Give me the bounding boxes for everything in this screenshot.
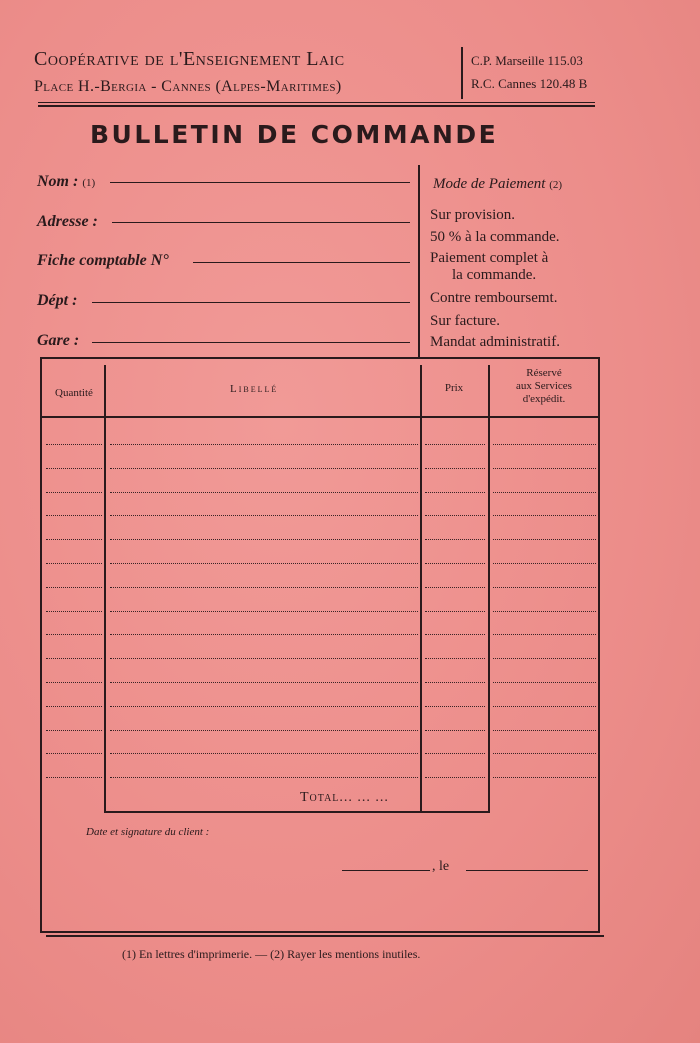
order-row-line[interactable] bbox=[425, 634, 485, 635]
organization-name: Coopérative de l'Enseignement Laic bbox=[34, 48, 345, 70]
order-row-line[interactable] bbox=[425, 753, 485, 754]
registration-rc: R.C. Cannes 120.48 B bbox=[471, 76, 588, 91]
order-row-line[interactable] bbox=[493, 634, 596, 635]
order-row-line[interactable] bbox=[425, 682, 485, 683]
order-row-line[interactable] bbox=[493, 515, 596, 516]
total-rule bbox=[104, 811, 490, 813]
order-row-line[interactable] bbox=[425, 611, 485, 612]
order-row-line[interactable] bbox=[46, 563, 102, 564]
field-label-dept: Dépt : bbox=[37, 292, 78, 309]
order-row-line[interactable] bbox=[425, 444, 485, 445]
order-row-line[interactable] bbox=[425, 468, 485, 469]
fiche-input-line[interactable] bbox=[193, 262, 410, 263]
order-row-line[interactable] bbox=[46, 492, 102, 493]
order-row-line[interactable] bbox=[46, 706, 102, 707]
order-row-line[interactable] bbox=[110, 611, 418, 612]
col-header-libelle: Libellé bbox=[230, 383, 279, 395]
nom-note: (1) bbox=[82, 177, 96, 189]
total-label: Total... ... ... bbox=[300, 790, 389, 805]
order-row-line[interactable] bbox=[110, 492, 418, 493]
order-row-line[interactable] bbox=[425, 492, 485, 493]
payment-option-full-cont: la commande. bbox=[452, 267, 537, 283]
order-row-line[interactable] bbox=[46, 777, 102, 778]
col-divider-prix bbox=[488, 365, 490, 812]
order-row-line[interactable] bbox=[493, 468, 596, 469]
payment-title-text: Mode de Paiement bbox=[433, 176, 546, 192]
order-row-line[interactable] bbox=[110, 730, 418, 731]
header-divider bbox=[461, 47, 463, 99]
order-row-line[interactable] bbox=[493, 539, 596, 540]
payment-option-cod[interactable]: Contre remboursemt. bbox=[430, 290, 558, 306]
col-header-quantite: Quantité bbox=[55, 387, 93, 399]
order-row-line[interactable] bbox=[46, 515, 102, 516]
order-row-line[interactable] bbox=[425, 730, 485, 731]
order-row-line[interactable] bbox=[110, 658, 418, 659]
col-header-prix: Prix bbox=[444, 382, 464, 394]
nom-label-text: Nom : bbox=[37, 173, 79, 190]
table-header-rule bbox=[42, 416, 598, 418]
header-rule-thick bbox=[38, 105, 595, 107]
col-divider-quantite bbox=[104, 365, 106, 812]
order-table-bottom-rule bbox=[46, 935, 604, 937]
col-header-reserve-line1: Réservé bbox=[526, 367, 562, 379]
order-row-line[interactable] bbox=[110, 634, 418, 635]
dept-input-line[interactable] bbox=[92, 302, 410, 303]
order-row-line[interactable] bbox=[46, 539, 102, 540]
signature-date-sep: , le bbox=[432, 859, 450, 874]
order-row-line[interactable] bbox=[110, 682, 418, 683]
payment-note: (2) bbox=[549, 179, 563, 191]
registration-cp: C.P. Marseille 115.03 bbox=[471, 53, 583, 68]
col-header-reserve bbox=[492, 367, 596, 406]
organization-address: Place H.-Bergia - Cannes (Alpes-Maritimes) bbox=[34, 78, 342, 95]
field-label-adresse: Adresse : bbox=[37, 213, 98, 230]
order-row-line[interactable] bbox=[46, 682, 102, 683]
order-row-line[interactable] bbox=[493, 492, 596, 493]
payment-option-provision[interactable]: Sur provision. bbox=[430, 207, 516, 223]
form-title: BULLETIN DE COMMANDE bbox=[90, 120, 499, 149]
order-row-line[interactable] bbox=[493, 706, 596, 707]
order-row-line[interactable] bbox=[493, 682, 596, 683]
col-divider-libelle bbox=[420, 365, 422, 812]
order-row-line[interactable] bbox=[46, 634, 102, 635]
order-row-line[interactable] bbox=[46, 468, 102, 469]
col-header-reserve-line3: d'expédit. bbox=[522, 393, 566, 405]
field-label-nom bbox=[37, 173, 95, 191]
order-row-line[interactable] bbox=[493, 611, 596, 612]
col-header-reserve-line2: aux Services bbox=[516, 380, 572, 392]
order-row-line[interactable] bbox=[493, 777, 596, 778]
nom-input-line[interactable] bbox=[110, 182, 410, 183]
order-row-line[interactable] bbox=[493, 444, 596, 445]
header-rule-thin bbox=[38, 102, 595, 103]
gare-input-line[interactable] bbox=[92, 342, 410, 343]
order-row-line[interactable] bbox=[110, 777, 418, 778]
footnote: (1) En lettres d'imprimerie. — (2) Rayer les mentions inutiles. bbox=[122, 947, 421, 961]
payment-option-full[interactable]: Paiement complet à bbox=[430, 250, 549, 266]
signature-date-line[interactable] bbox=[466, 870, 588, 871]
order-row-line[interactable] bbox=[425, 587, 485, 588]
adresse-input-line[interactable] bbox=[112, 222, 410, 223]
signature-place-line[interactable] bbox=[342, 870, 430, 871]
order-row-line[interactable] bbox=[493, 587, 596, 588]
order-row-line[interactable] bbox=[493, 753, 596, 754]
order-row-line[interactable] bbox=[493, 563, 596, 564]
order-row-line[interactable] bbox=[493, 730, 596, 731]
payment-divider bbox=[418, 165, 420, 357]
order-row-line[interactable] bbox=[46, 611, 102, 612]
order-row-line[interactable] bbox=[46, 444, 102, 445]
order-row-line[interactable] bbox=[110, 468, 418, 469]
order-row-line[interactable] bbox=[425, 515, 485, 516]
signature-label: Date et signature du client : bbox=[86, 826, 210, 838]
order-row-line[interactable] bbox=[110, 753, 418, 754]
order-row-line[interactable] bbox=[425, 658, 485, 659]
order-row-line[interactable] bbox=[425, 539, 485, 540]
order-row-line[interactable] bbox=[110, 515, 418, 516]
payment-option-mandate[interactable]: Mandat administratif. bbox=[430, 334, 560, 350]
payment-option-invoice[interactable]: Sur facture. bbox=[430, 313, 500, 329]
order-row-line[interactable] bbox=[110, 539, 418, 540]
payment-option-half[interactable]: 50 % à la commande. bbox=[430, 229, 560, 245]
order-row-line[interactable] bbox=[110, 706, 418, 707]
order-row-line[interactable] bbox=[46, 753, 102, 754]
order-row-line[interactable] bbox=[425, 777, 485, 778]
order-row-line[interactable] bbox=[493, 658, 596, 659]
order-row-line[interactable] bbox=[110, 444, 418, 445]
order-row-line[interactable] bbox=[425, 706, 485, 707]
order-row-line[interactable] bbox=[110, 587, 418, 588]
field-label-fiche: Fiche comptable N° bbox=[37, 252, 169, 269]
order-row-line[interactable] bbox=[46, 730, 102, 731]
order-row-line[interactable] bbox=[425, 563, 485, 564]
order-row-line[interactable] bbox=[46, 658, 102, 659]
order-row-line[interactable] bbox=[110, 563, 418, 564]
order-row-line[interactable] bbox=[46, 587, 102, 588]
field-label-gare: Gare : bbox=[37, 332, 80, 349]
payment-title bbox=[433, 176, 562, 193]
